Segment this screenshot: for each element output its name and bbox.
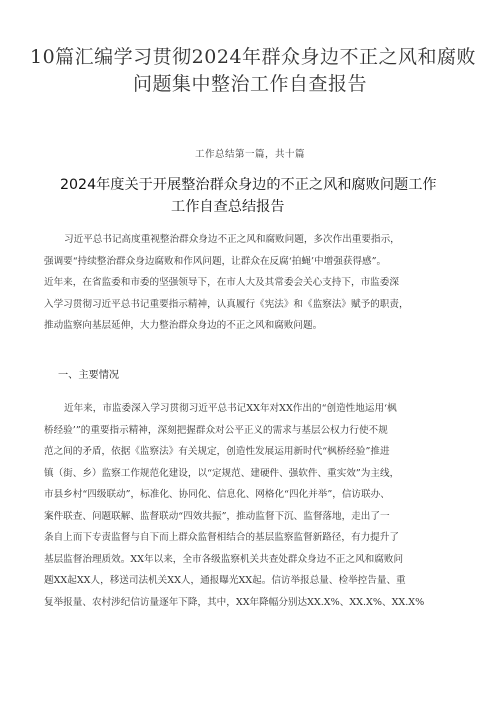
- series-caption: 工作总结第一篇，共十篇: [194, 149, 305, 160]
- document-title-line-1: 10篇汇编学习贯彻2024年群众身边不正之风和腐败: [30, 46, 477, 68]
- report-title: [60, 174, 476, 218]
- paragraph-line: 近年来，在省监委和市委的坚强领导下，在市人大及其常委会关心支持下，市监委深: [44, 277, 399, 288]
- paragraph-line: 范之间的矛盾，依据《监察法》有关规定，创造性发展运用新时代“枫桥经验”推进: [44, 446, 390, 457]
- paragraph-line: 复举报量、农村涉纪信访量逐年下降，其中，XX年降幅分别达XX.X%、XX.X%、XX.X%: [44, 596, 425, 608]
- paragraph-line: 基层监督治理质效。XX年以来，全市各级监察机关共查处群众身边不正之风和腐败问: [44, 553, 404, 565]
- report-title-line-1: 2024年度关于开展整治群众身边的不正之风和腐败问题工作: [60, 177, 437, 193]
- paragraph-line: 强调要“持续整治群众身边腐败和作风问题，让群众在反腐‘拍蝇’中增强获得感”。: [44, 255, 387, 267]
- paragraph-line: 题XX起XX人，移送司法机关XX人，通报曝光XX起。信访举报总量、检举控告量、重: [44, 575, 406, 586]
- paragraph-line: 推动监察向基层延伸，大力整治群众身边的不正之风和腐败问题。: [44, 320, 323, 331]
- paragraph-line: 镇（街、乡）监察工作规范化建设，以“定规范、建硬件、强软件、重实效”为主线，: [44, 467, 400, 479]
- paragraph-line: 桥经验’”的重要指示精神，深刻把握群众对公平正义的需求与基层公权力行使不规: [44, 424, 388, 436]
- paragraph-line: 市县乡村“四级联动”，标准化、协同化、信息化、网格化“四化并举”，信访联办、: [44, 489, 390, 500]
- report-title-line-2: 工作自查总结报告: [171, 199, 285, 215]
- paragraph-line: 案件联查、问题联解、监督联动“四效共振”，推动监督下沉、监督落地，走出了一: [44, 510, 390, 522]
- document-title-line-2: 问题集中整治工作自查报告: [132, 73, 367, 95]
- paragraph-line: 条自上而下专责监督与自下而上群众监督相结合的基层监察监督新路径，有力提升了: [44, 532, 399, 543]
- intro-paragraph: [44, 229, 474, 337]
- paragraph-line: 习近平总书记高度重视整治群众身边不正之风和腐败问题，多次作出重要指示，: [64, 234, 400, 245]
- main-situation-paragraph: [44, 398, 474, 613]
- paragraph-line: 近年来，市监委深入学习贯彻习近平总书记XX年对XX作出的“创造性地运用‘枫: [64, 403, 397, 414]
- paragraph-line: 入学习贯彻习近平总书记重要指示精神，认真履行《宪法》和《监察法》赋予的职责，: [44, 298, 409, 310]
- section-heading-main-situation: 一、主要情况: [58, 370, 120, 381]
- document-title: [30, 44, 477, 98]
